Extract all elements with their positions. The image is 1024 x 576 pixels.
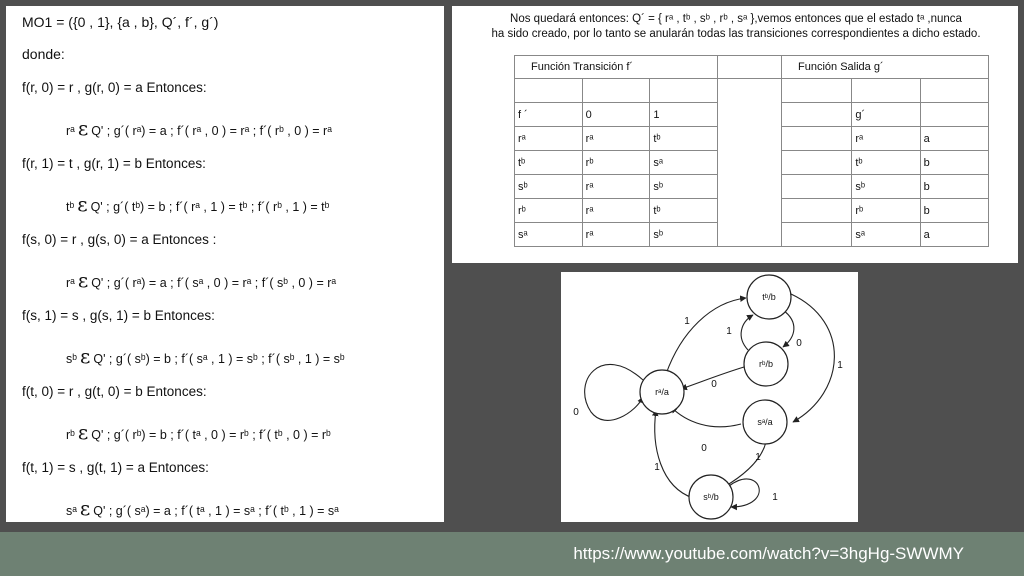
table-cell: b [920,175,988,199]
header-transition: Función Transición f´ [515,56,718,79]
edge-sa-to-ra [671,407,741,427]
table-cell: sᵇ [650,223,718,247]
equation-line [66,268,336,292]
intro-line: ha sido creado, por lo tanto se anularán todas las transiciones correspondientes a dicho estado. [491,28,981,40]
table-cell: a [920,223,988,247]
table-cell: b [920,151,988,175]
table-cell: sᵇ [650,175,718,199]
equation-line [66,192,329,216]
header-output: Función Salida g´ [782,56,989,79]
edge-tb-to-sa [791,294,834,422]
label-tb-to-rb: 0 [796,338,802,349]
state-diagram [561,272,858,522]
edge-sb-to-ra [655,410,693,498]
table-cell [782,103,852,127]
table-cell [718,56,782,79]
label-sa-to-ra: 0 [701,443,707,454]
machine-definition: MO1 = ({0 , 1}, {a , b}, Q´, f´, g´) [22,14,219,30]
table-cell: rᵃ [582,199,650,223]
state-diagram-panel [561,272,858,522]
equation-text: Q' ; g´( sᵃ) = a ; f´( tᵃ , 1 ) = sᵃ ; f´( tᵇ , 1 ) = sᵃ [93,504,339,518]
table-cell: rᵃ [515,127,583,151]
table-cell: tᵇ [852,151,920,175]
function-table [514,55,989,247]
equation-line [66,420,331,444]
node-sa-label: sᵃ/a [757,417,773,427]
table-cell: rᵃ [582,175,650,199]
label-sb-loop: 1 [772,492,778,503]
equation-text: Q' ; g´( rᵃ) = a ; f´( sᵃ , 0 ) = rᵃ ; f´( sᵇ , 0 ) = rᵃ [91,276,337,290]
table-cell: rᵇ [582,151,650,175]
table-cell [782,151,852,175]
table-row [515,79,989,103]
table-cell: sᵃ [515,223,583,247]
state-symbol: rᵇ [66,428,75,442]
source-url[interactable]: https://www.youtube.com/watch?v=3hgHg-SWWMY [573,544,964,563]
rule-line: f(t, 0) = r , g(t, 0) = b Entonces: [22,384,207,399]
state-symbol: rᵃ [66,276,75,290]
col-1-label: 1 [650,103,718,127]
spacer-cell [718,79,782,247]
edge-rb-to-tb [741,315,753,350]
equation-text: Q' ; g´( sᵇ) = b ; f´( sᵃ , 1 ) = sᵇ ; f´( sᵇ , 1 ) = sᵇ [93,352,345,366]
table-cell: rᵃ [852,127,920,151]
footer-bar [0,532,1024,576]
edge-sb-loop [729,479,759,507]
table-cell: sᵃ [650,151,718,175]
intro-line: Nos quedará entonces: Q´ = { rᵃ , tᵇ , sᵇ , rᵇ , sᵃ },vemos entonces que el estado tᵃ ,nunca [510,13,962,25]
label-ra-loop: 0 [573,407,579,418]
epsilon-symbol: ε [79,496,91,520]
table-cell [582,79,650,103]
table-cell: tᵇ [650,199,718,223]
rule-line: f(r, 1) = t , g(r, 1) = b Entonces: [22,156,206,171]
label-sb-to-ra: 1 [654,462,660,473]
table-cell: sᵇ [515,175,583,199]
table-cell [782,223,852,247]
equation-line [66,116,332,140]
label-ra-to-tb: 1 [684,316,690,327]
edge-tb-to-rb [783,310,794,347]
table-cell: rᵃ [582,127,650,151]
equation-text: Q' ; g´( rᵇ) = b ; f´( tᵃ , 0 ) = rᵇ ; f´( tᵇ , 0 ) = rᵇ [91,428,331,442]
table-cell [920,79,988,103]
table-cell: tᵇ [650,127,718,151]
state-symbol: rᵃ [66,124,75,138]
table-cell: rᵃ [582,223,650,247]
donde-label: donde: [22,46,65,62]
table-cell: rᵇ [515,199,583,223]
table-cell [650,79,718,103]
col-g-label: g´ [852,103,920,127]
label-rb-to-tb: 1 [726,326,732,337]
node-sb-label: sᵇ/b [703,492,719,502]
rule-line: f(s, 0) = r , g(s, 0) = a Entonces : [22,232,217,247]
table-cell [782,175,852,199]
label-rb-to-ra: 0 [711,379,717,390]
epsilon-symbol: ε [77,116,89,140]
equation-text: Q' ; g´( rᵃ) = a ; f´( rᵃ , 0 ) = rᵃ ; f´( rᵇ , 0 ) = rᵃ [91,124,332,138]
edge-ra-loop [585,364,643,420]
rule-line: f(r, 0) = r , g(r, 0) = a Entonces: [22,80,207,95]
intro-text [458,12,1014,42]
epsilon-symbol: ε [77,192,88,216]
col-f-label: f ´ [515,103,583,127]
node-ra-label: rᵃ/a [655,387,669,397]
table-cell: a [920,127,988,151]
table-cell [782,79,852,103]
table-cell [782,127,852,151]
table-cell: sᵇ [852,175,920,199]
equation-text: Q' ; g´( tᵇ) = b ; f´( rᵃ , 1 ) = tᵇ ; f´( rᵇ , 1 ) = tᵇ [90,200,330,214]
epsilon-symbol: ε [77,268,89,292]
rule-line: f(s, 1) = s , g(s, 1) = b Entonces: [22,308,215,323]
table-header-row [515,56,989,79]
transition-table-panel [452,6,1018,263]
table-cell [852,79,920,103]
table-cell: tᵇ [515,151,583,175]
state-symbol: sᵃ [66,504,77,518]
equation-line [66,496,339,520]
table-cell: sᵃ [852,223,920,247]
col-0-label: 0 [582,103,650,127]
state-symbol: sᵇ [66,352,77,366]
epsilon-symbol: ε [79,344,91,368]
label-sa-to-sb: 1 [755,452,761,463]
table-cell [515,79,583,103]
edge-sa-to-sb [724,442,766,487]
edge-ra-to-tb [666,298,746,374]
rule-line: f(t, 1) = s , g(t, 1) = a Entonces: [22,460,209,475]
equation-line [66,344,345,368]
label-tb-to-sa: 1 [837,360,843,371]
table-cell [782,199,852,223]
state-symbol: tᵇ [66,200,75,214]
epsilon-symbol: ε [77,420,89,444]
table-cell: b [920,199,988,223]
node-tb-label: tᵇ/b [762,292,776,302]
left-derivation-panel [6,6,444,522]
table-cell: rᵇ [852,199,920,223]
table-cell [920,103,988,127]
node-rb-label: rᵇ/b [759,359,773,369]
